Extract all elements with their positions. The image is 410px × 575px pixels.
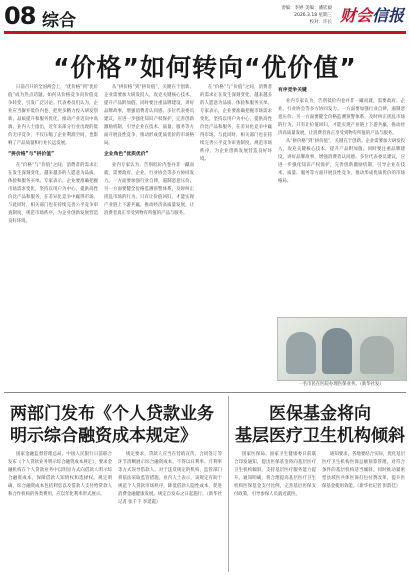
article-column (8, 84, 98, 384)
headline-loan (10, 403, 220, 447)
edition-info (222, 5, 332, 26)
article-paragraph: 通知要求，各地要结合实际，优化基层医疗卫生机构医保总额预算管理，对符合条件的基层机构适当倾斜。同时推动紧密型县域医共体医保打包付费改革，提升医保基金使用效能。（新华社记者 彭韵佳） (322, 452, 405, 489)
article-column (8, 451, 112, 571)
article-paragraph: 业内专家认为，告别低价内卷并非一蹴而就，需要政府、企业、行业协会等多方协同发力。一方面要加强行业自律，遏制恶意压价；另一方面要健全价格监测预警体系，及时纠正扰乱市场的行为。只有让价值回归，才能实现产业链上下游共赢，推动经济高质量发展，让消费者真正享受到物有所值的产品与服务。 (104, 163, 194, 216)
edition-line: 校对：许长 (309, 20, 332, 25)
headline-line: 基层医疗卫生机构倾斜 (235, 426, 405, 446)
article-column (234, 451, 316, 571)
logo-main: 财会 (339, 6, 372, 25)
logo-sub: 信报 (371, 6, 404, 25)
article-paragraph: 国家医保局、国家卫生健康委日前联合印发通知，提出医保基金将向基层医疗卫生机构倾斜，支持基层医疗服务能力提升。通知明确，将合理提高基层医疗卫生机构医保基金支付比例，完善基层医保支付政策，引导参保人员就近就医。 (234, 452, 316, 497)
article-paragraph: 在“价格”与“价值”之间，消费者的需求正在发生深刻变化，越来越多的人愿意为品质、体验和服务买单。专家表示，企业要准确把握市场需求变化，坚持以用户为中心，提供高性价比产品和服务，在差异化竞争中赢得市场。与此同时，相关部门也在持续完善公平竞争审查制度，规范市场秩序，为企业创新发展营造良好环境。 (200, 85, 272, 162)
news-photo (277, 317, 407, 381)
photo-person (286, 332, 316, 374)
article-subhead: 企业角色“优质优价” (104, 152, 149, 157)
article-column (200, 84, 272, 384)
article-paragraph: 从“拼价格”到“拼价值”，关键在于创新。企业需要加大研发投入，攻克关键核心技术，提升产品附加值。同时要注重品牌建设，讲好品牌故事，增强消费者认同感。多位代表委员建议，应进一步强化知识产权保护，完善创新激励机制，引导企业在技术、质量、服务等方面开展良性竞争，推动形成优质优价的市场格局。 (278, 139, 405, 184)
article-subhead: “拼价格”与“拼价值” (8, 152, 55, 157)
article-paragraph: 从“拼价格”到“拼价值”，关键在于创新。企业需要加大研发投入，攻克关键核心技术，提升产品附加值。同时要注重品牌建设，讲好品牌故事，增强消费者认同感。多位代表委员建议，应进一步强化知识产权保护，完善创新激励机制，引导企业在技术、质量、服务等方面开展良性竞争，推动形成优质优价的市场格局。 (104, 85, 194, 146)
article-paragraph: 业内专家认为，告别低价内卷并非一蹴而就，需要政府、企业、行业协会等多方协同发力。一方面要加强行业自律，遏制恶意压价；另一方面要健全价格监测预警体系，及时纠正扰乱市场的行为。只有让价值回归，才能实现产业链上下游共赢，推动经济高质量发展，让消费者真正享受到物有所值的产品与服务。 (278, 99, 405, 136)
column-divider (228, 396, 229, 572)
headline-line: 明示综合融资成本规定》 (10, 426, 197, 446)
article-column (322, 451, 405, 571)
headline-line: 两部门发布《个人贷款业务 (10, 404, 214, 424)
section-divider (4, 392, 406, 393)
photo-caption: 一名市民在医院办理医保业务。（新华社发） (298, 382, 384, 387)
header-rule (4, 31, 406, 34)
article-paragraph: 在“价格”与“价值”之间，消费者的需求正在发生深刻变化，越来越多的人愿意为品质、体验和服务买单。专家表示，企业要准确把握市场需求变化，坚持以用户为中心，提供高性价比产品和服务，在差异化竞争中赢得市场。与此同时，相关部门也在持续完善公平竞争审查制度，规范市场秩序，为企业创新发展营造良好环境。 (8, 163, 98, 224)
article-subhead: 有序竞争关键 (278, 88, 307, 93)
article-paragraph: 规定要求，贷款人应当在营销宣传、合同签订等环节清晰展示综合融资成本，不得以日利率、月利率等方式误导借款人。对于违反规定的机构，监管部门将依法采取监管措施。业内人士表示，该规定有助于规范个人贷款市场秩序，降低借款人隐性成本，促进消费金融健康发展。规定自发布之日起施行。（新华社记者 张千千 李延霞） (118, 452, 222, 505)
article-column (278, 84, 405, 312)
edition-line: 2026.3.18 星期三 (294, 13, 332, 18)
article-column (104, 84, 194, 384)
headline-line: 医保基金将向 (269, 404, 371, 424)
page-number: 08 (4, 2, 36, 30)
photo-person (322, 328, 352, 374)
section-name: 综合 (42, 11, 76, 31)
headline-medical (235, 403, 405, 447)
article-paragraph: 日前召开的全国两会上，“优价格”到“优价值”成为热点话题。如何从价格竞争向价值竞争转变，引发广泛讨论。代表委员们认为，企业应当摒弃低价内卷，把更多精力投入研发创新、品质提升和服务优化，推动产业迈向中高端。业内人士指出，近年来部分行业出现的低价无序竞争，不仅压缩了企业利润空间，也影响了产品质量和行业长远发展。 (8, 85, 98, 146)
article-column (118, 451, 222, 571)
page-header (0, 0, 410, 36)
photo-person (360, 336, 394, 374)
edition-line: 责编：李婷 美编：潘钦毅 (281, 6, 332, 11)
headline-main: “价格”如何转向“优价值” (53, 53, 357, 82)
newspaper-logo (340, 3, 404, 26)
article-paragraph: 国家金融监督管理总局、中国人民银行日前联合发布《个人贷款业务明示综合融资成本规定》，要求金融机构在个人贷款业务中以明显方式向借款人明示综合融资成本，保障借款人知情权和选择权。规定明确，综合融资成本包括利息以及借款人支付给贷款人和合作机构的各类费用，应以年化利率形式展示。 (8, 452, 112, 497)
